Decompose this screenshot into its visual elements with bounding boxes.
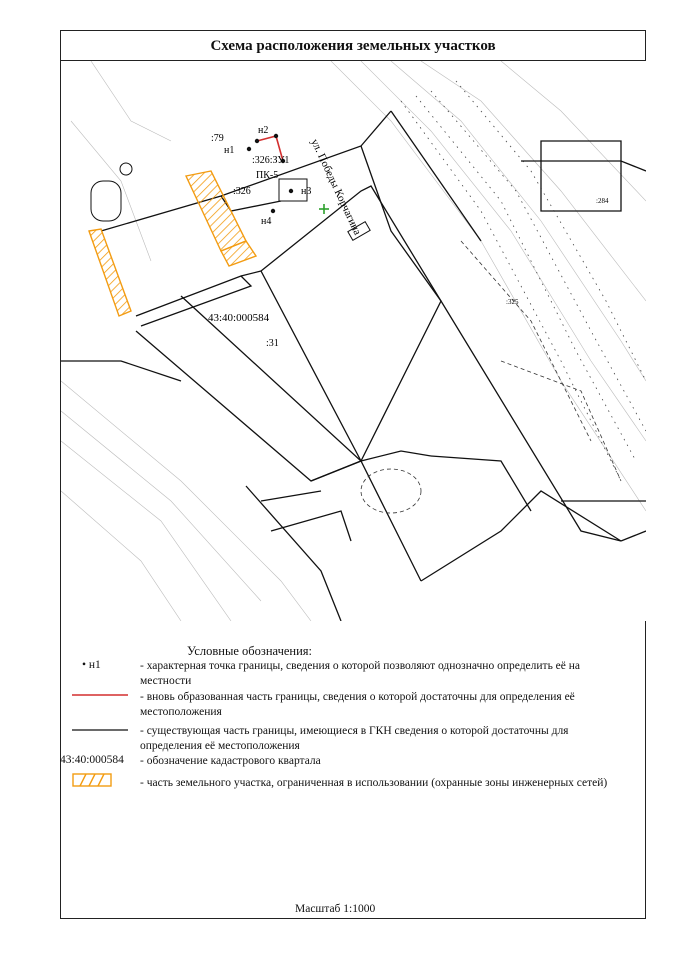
cadastral-map [61,61,646,621]
parcel-326: :326 [233,186,251,197]
legend-heading: Условные обозначения: [187,644,313,658]
legend-point-text: - характерная точка границы, сведения о которой позволяют однозначно определить её на местности [140,660,581,687]
parcel-79: :79 [211,133,224,144]
legend-quarter-text: - обозначение кадастрового квартала [140,755,321,767]
legend-new-boundary-symbol [72,692,128,698]
legend-existing-boundary-symbol [72,727,128,733]
legend-existing-boundary-text: - существующая часть границы, имеющиеся в ГКН сведения о которой достаточны для определения её местоположения [140,725,569,752]
page-title: Схема расположения земельных участков [210,38,496,54]
parcel-31: :31 [266,338,279,349]
parcel-325: :325 [506,298,519,306]
street-label: ул. Победы Корчагина [308,137,364,237]
parcel-326-zu1: :326:ЗУ1 [252,155,290,166]
legend-restricted-text: - часть земельного участка, ограниченная в использовании (охранные зоны инженерных сетей) [140,777,608,789]
legend-point-symbol: • н1 [82,659,101,671]
map-scale: Масштаб 1:1000 [295,903,376,915]
legend-restricted-symbol [72,773,112,787]
legend-quarter-symbol: 43:40:000584 [60,754,124,766]
point-pk5: ПК-5 [256,170,279,181]
parcel-284: :284 [596,197,609,205]
legend-new-boundary-text: - вновь образованная часть границы, сведения о которой достаточны для определения её местоположения [140,691,575,718]
point-n2: н2 [258,125,269,136]
quarter-label: 43:40:000584 [208,312,270,324]
point-n4: н4 [261,216,272,227]
point-n3: н3 [301,186,312,197]
point-n1: н1 [224,145,235,156]
